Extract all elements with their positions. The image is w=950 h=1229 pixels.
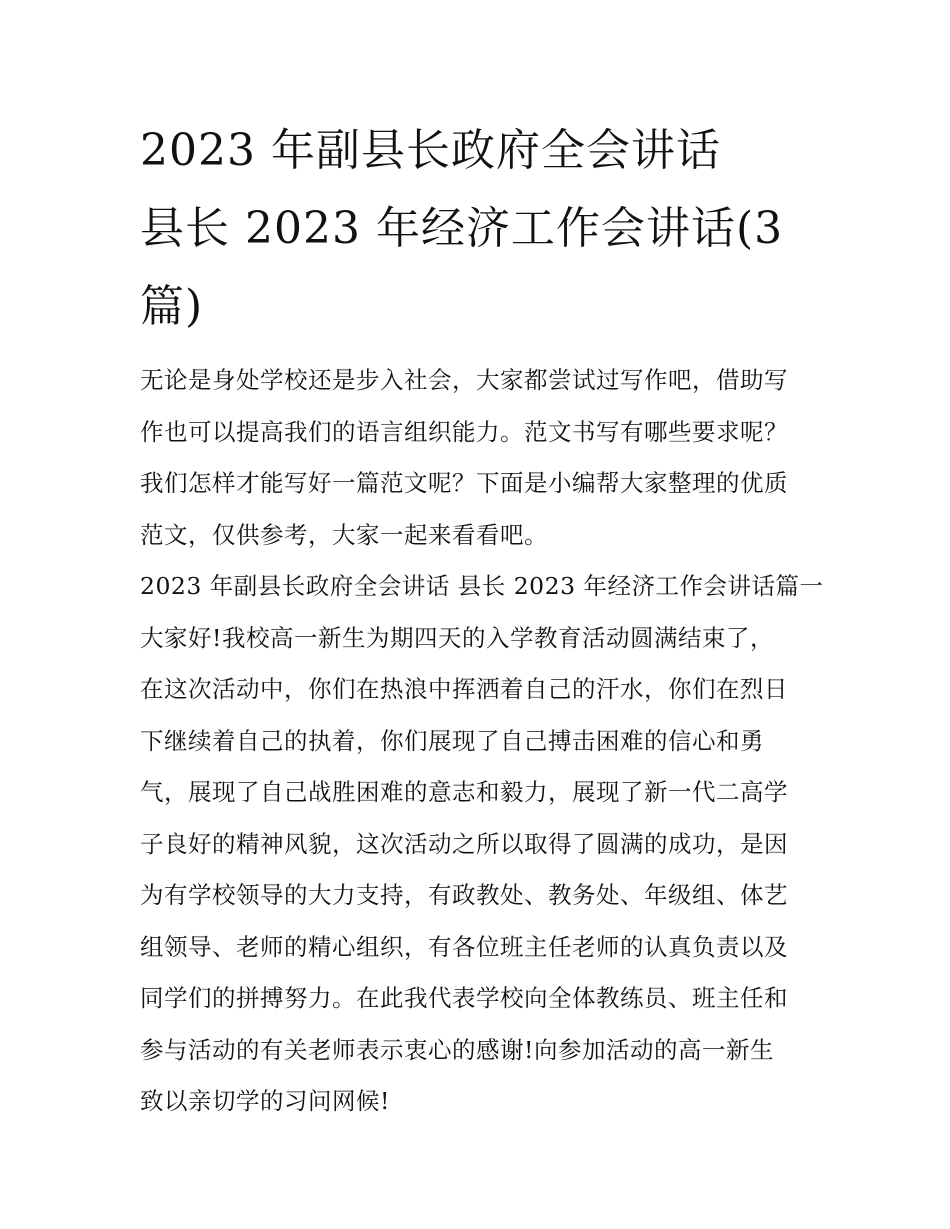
section-heading-line: 2023 年副县长政府全会讲话 县长 2023 年经济工作会讲话篇一	[140, 572, 824, 600]
body-line: 同学们的拼搏努力。在此我代表学校向全体教练员、班主任和	[140, 984, 788, 1012]
document-title	[140, 112, 820, 346]
body-line: 作也可以提高我们的语言组织能力。范文书写有哪些要求呢？	[140, 417, 788, 446]
body-line: 为有学校领导的大力支持，有政教处、教务处、年级组、体艺	[140, 881, 788, 909]
body-line: 气，展现了自己战胜困难的意志和毅力，展现了新一代二高学	[140, 778, 788, 806]
title-line: 篇)	[140, 281, 204, 332]
document-body	[140, 355, 824, 1128]
body-line: 参与活动的有关老师表示衷心的感谢!向参加活动的高一新生	[140, 1035, 774, 1064]
body-line: 组领导、老师的精心组织，有各位班主任老师的认真负责以及	[140, 932, 788, 961]
body-line: 无论是身处学校还是步入社会，大家都尝试过写作吧，借助写	[140, 366, 788, 394]
body-line: 下继续着自己的执着，你们展现了自己搏击困难的信心和勇	[140, 726, 764, 755]
title-line: 县长 2023 年经济工作会讲话(3	[140, 203, 784, 254]
body-line: 子良好的精神风貌，这次活动之所以取得了圆满的成功，是因	[140, 829, 788, 858]
body-line: 致以亲切学的习问网候!	[140, 1087, 390, 1115]
body-line: 范文，仅供参考，大家一起来看看吧。	[140, 520, 548, 549]
body-line: 在这次活动中，你们在热浪中挥洒着自己的汗水，你们在烈日	[140, 675, 788, 703]
body-line: 大家好!我校高一新生为期四天的入学教育活动圆满结束了，	[140, 623, 774, 652]
body-line: 我们怎样才能写好一篇范文呢？下面是小编帮大家整理的优质	[140, 469, 788, 497]
title-line: 2023 年副县长政府全会讲话	[140, 125, 721, 176]
